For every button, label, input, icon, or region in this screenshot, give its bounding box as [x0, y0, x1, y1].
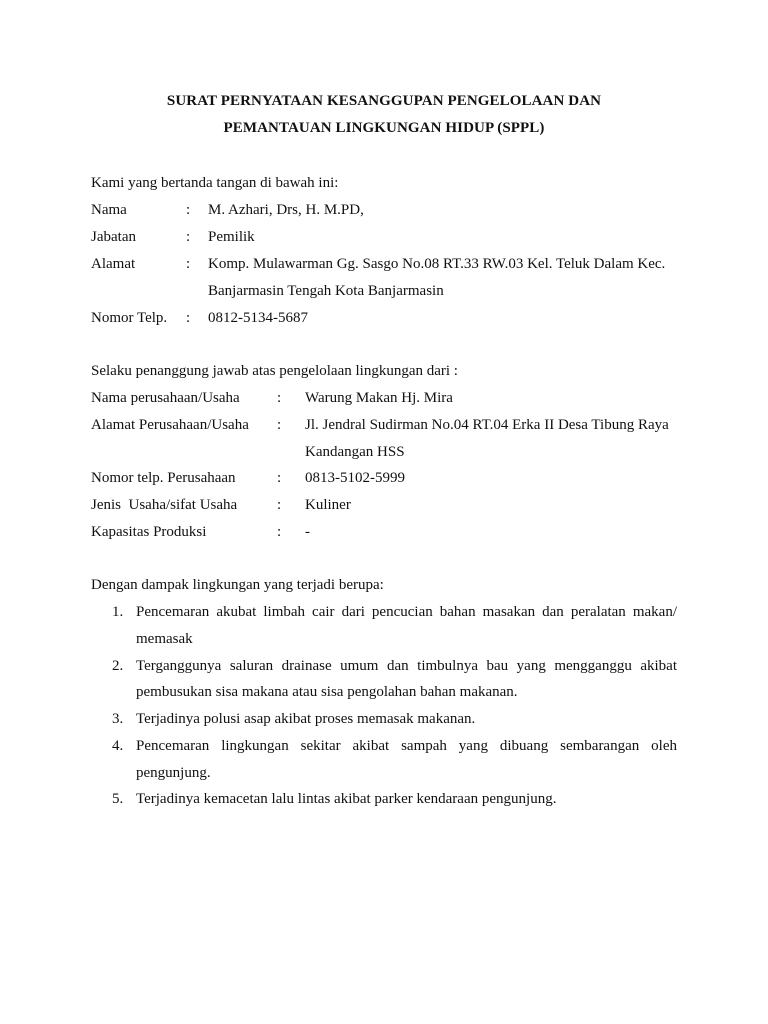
- company-address-continuation: Kandangan HSS: [305, 444, 405, 460]
- list-text-continuation: pembusukan sisa makana atau sisa pengolahan bahan makanan.: [136, 684, 518, 700]
- field-label: Alamat Perusahaan/Usaha: [91, 417, 249, 433]
- list-text: Pencemaran akubat limbah cair dari pencucian bahan masakan dan peralatan makan/: [136, 604, 677, 620]
- signer-address-continuation: Banjarmasin Tengah Kota Banjarmasin: [208, 283, 444, 299]
- field-colon: :: [277, 417, 282, 433]
- list-number: 1.: [112, 604, 124, 620]
- list-text: Terjadinya kemacetan lalu lintas akibat parker kendaraan pengunjung.: [136, 791, 557, 807]
- list-number: 3.: [112, 711, 124, 727]
- list-text: Terjadinya polusi asap akibat proses memasak makanan.: [136, 711, 476, 727]
- field-value: -: [305, 524, 310, 540]
- list-text-continuation: pengunjung.: [136, 765, 211, 781]
- field-label: Alamat: [91, 256, 136, 272]
- field-value: 0813-5102-5999: [305, 470, 405, 486]
- list-text: Terganggunya saluran drainase umum dan timbulnya bau yang mengganggu akibat: [136, 658, 677, 674]
- responsibility-intro: Selaku penanggung jawab atas pengelolaan lingkungan dari :: [91, 363, 458, 379]
- field-value: Jl. Jendral Sudirman No.04 RT.04 Erka II Desa Tibung Raya: [305, 417, 669, 433]
- field-label: Jenis Usaha/sifat Usaha: [91, 497, 238, 513]
- field-colon: :: [186, 256, 191, 272]
- field-label: Nama perusahaan/Usaha: [91, 390, 240, 406]
- field-label: Nama: [91, 202, 127, 218]
- field-colon: :: [186, 202, 191, 218]
- field-colon: :: [277, 470, 282, 486]
- list-number: 4.: [112, 738, 124, 754]
- field-colon: :: [277, 524, 282, 540]
- field-colon: :: [186, 310, 191, 326]
- field-value: 0812-5134-5687: [208, 310, 308, 326]
- field-label: Nomor Telp.: [91, 310, 168, 326]
- field-value: Warung Makan Hj. Mira: [305, 390, 453, 406]
- field-label: Nomor telp. Perusahaan: [91, 470, 236, 486]
- title-line-1: SURAT PERNYATAAN KESANGGUPAN PENGELOLAAN DAN: [166, 93, 602, 109]
- list-text-continuation: memasak: [136, 631, 193, 647]
- list-text: Pencemaran lingkungan sekitar akibat sampah yang dibuang sembarangan oleh: [136, 738, 677, 754]
- field-value: Komp. Mulawarman Gg. Sasgo No.08 RT.33 RW.03 Kel. Teluk Dalam Kec.: [208, 256, 666, 272]
- field-colon: :: [277, 390, 282, 406]
- field-value: Pemilik: [208, 229, 255, 245]
- title-line-2: PEMANTAUAN LINGKUNGAN HIDUP (SPPL): [223, 120, 545, 136]
- list-number: 5.: [112, 791, 124, 807]
- intro-text: Kami yang bertanda tangan di bawah ini:: [91, 175, 339, 191]
- field-label: Kapasitas Produksi: [91, 524, 207, 540]
- field-colon: :: [186, 229, 191, 245]
- field-label: Jabatan: [91, 229, 136, 245]
- field-colon: :: [277, 497, 282, 513]
- impact-intro: Dengan dampak lingkungan yang terjadi berupa:: [91, 577, 384, 593]
- field-value: Kuliner: [305, 497, 351, 513]
- field-value: M. Azhari, Drs, H. M.PD,: [208, 202, 364, 218]
- list-number: 2.: [112, 658, 124, 674]
